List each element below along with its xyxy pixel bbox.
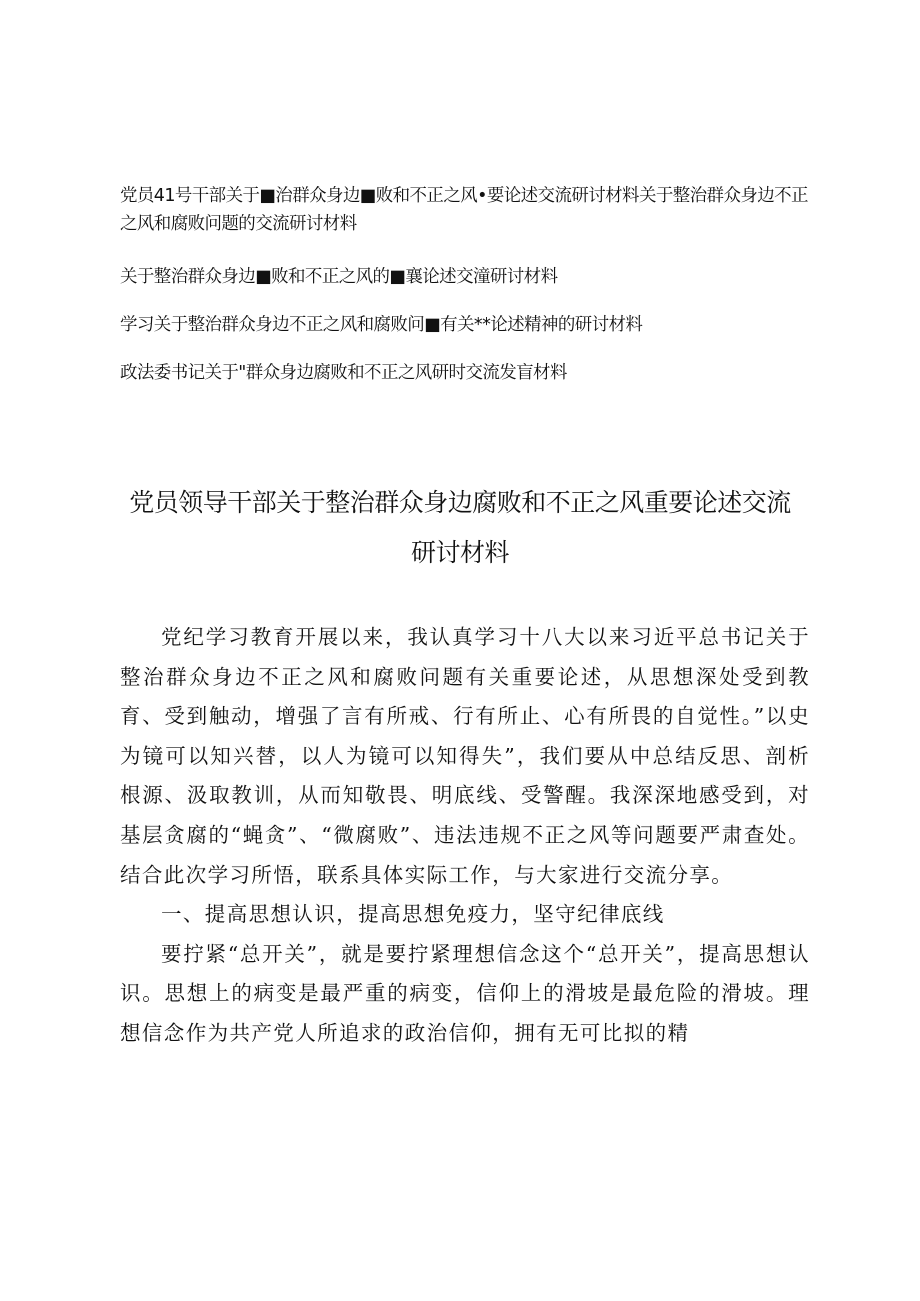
related-titles-list [120,182,820,407]
section-heading-1: 一、提高思想认识，提高思想免疫力，坚守纪律底线 [161,902,665,927]
related-title-2[interactable]: 关于整治群众身边■败和不正之风的■襄论述交潼研讨材料 [120,267,558,287]
article-body [120,618,810,1054]
related-title-4[interactable]: 政法委书记关于"群众身边腐败和不正之风研时交流发盲材料 [120,363,567,383]
body-paragraph-intro: 党纪学习教育开展以来，我认真学习十八大以来习近平总书记关于整治群众身边不正之风和腐败问题有关重要论述，从思想深处受到教育、受到触动，增强了言有所戒、行有所止、心有所畏的自觉性。”以史为镜可以知兴替，以人为镜可以知得失”，我们要从中总结反思、剖析根源、汲取教训，从而知敬畏、明底线、受警醒。我深深地感受到，对基层贪腐的“蝇贪”、“微腐败”、违法违规不正之风等问题要严肃查处。结合此次学习所悟，联系具体实际工作，与大家进行交流分享。 [120,625,810,887]
body-paragraph-section-1: 要拧紧“总开关”，就是要拧紧理想信念这个“总开关”，提高思想认识。思想上的病变是最严重的病变，信仰上的滑坡是最危险的滑坡。理想信念作为共产党人所追求的政治信仰，拥有无可比拟的精 [120,941,810,1045]
article-title: 党员领导干部关于整治群众身边腐败和不正之风重要论述交流研讨材料 [129,488,791,567]
related-title-1[interactable]: 党员41号干部关于■治群众身边■败和不正之风•要论述交流研讨材料关于整治群众身边不正之风和腐败问题的交流研讨材料 [120,186,808,234]
related-title-3[interactable]: 学习关于整治群众身边不正之风和腐败问■有关**论述精神的研讨材料 [120,315,643,335]
